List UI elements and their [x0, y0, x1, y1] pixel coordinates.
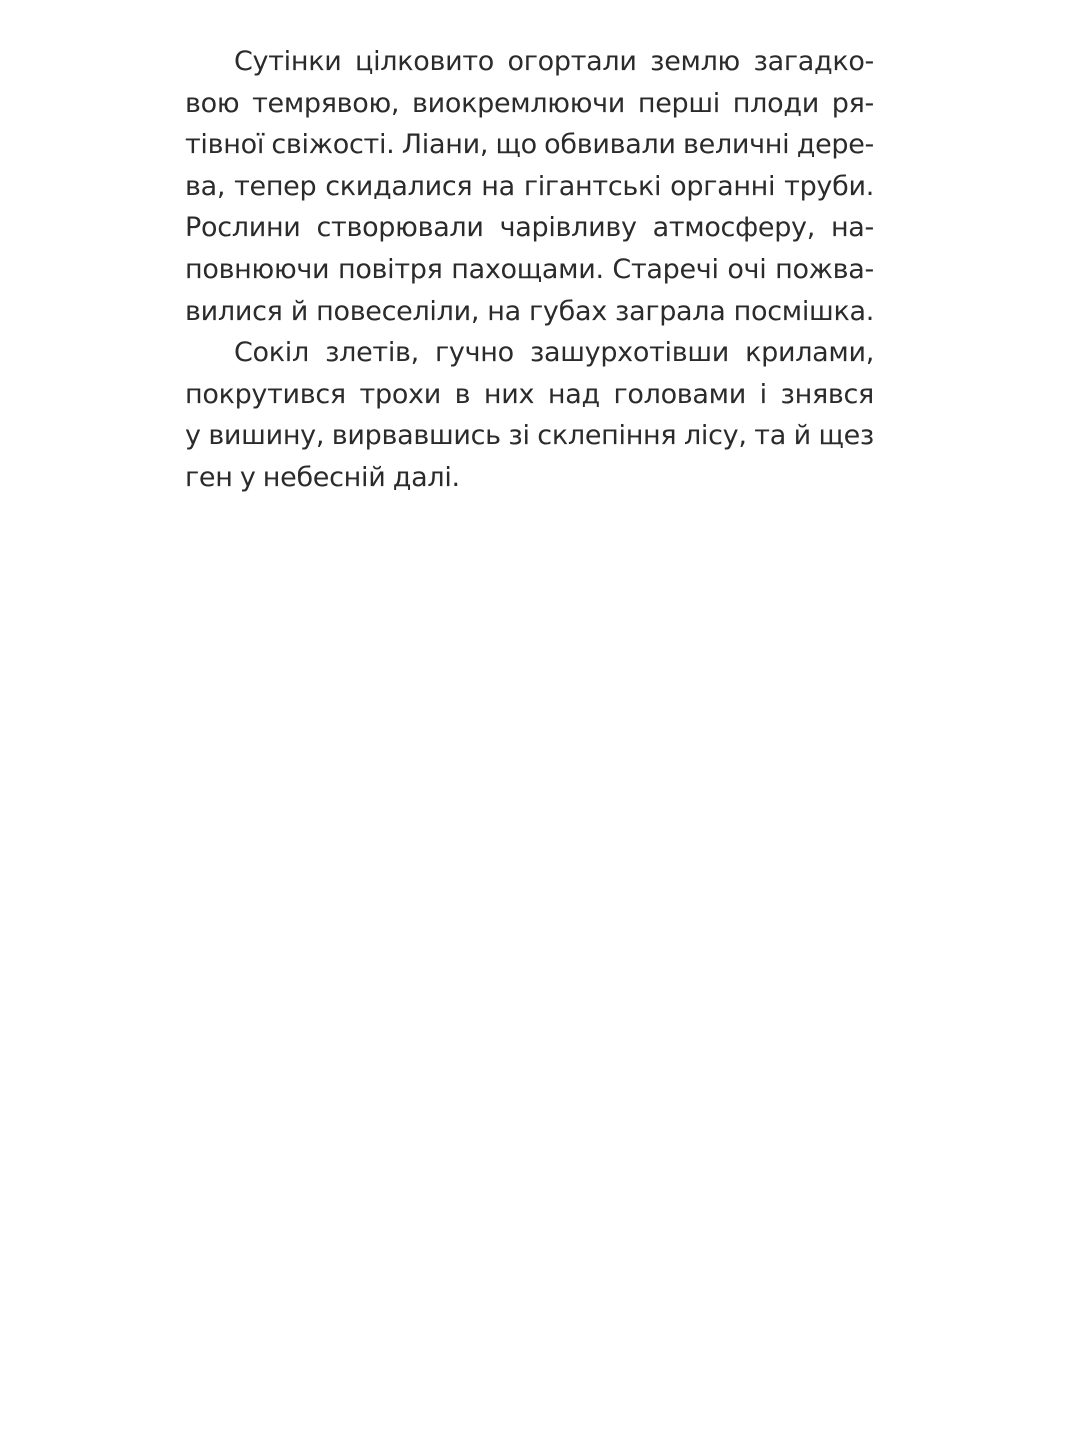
text-line: ген у небесній далі. — [185, 461, 460, 493]
text-line: вилися й повеселіли, на губах заграла посмішка. — [185, 295, 874, 327]
text-line: вою темрявою, виокремлюючи перші плоди ря- — [185, 87, 874, 119]
book-page — [185, 41, 874, 499]
text-line: Сокіл злетів, гучно зашурхотівши крилами, — [234, 337, 874, 369]
paragraph-1 — [185, 41, 874, 332]
text-line: покрутився трохи в них над головами і знявся — [185, 378, 874, 410]
text-line: Рослини створювали чарівливу атмосферу, на- — [185, 212, 874, 244]
text-line: Сутінки цілковито огортали землю загадко- — [234, 46, 874, 77]
text-line: у вишину, вирвавшись зі склепіння лісу, та й щез — [185, 420, 874, 452]
paragraph-2 — [185, 332, 874, 498]
text-line: тівної свіжості. Ліани, що обвивали величні дере- — [185, 129, 874, 161]
text-line: повнюючи повітря пахощами. Старечі очі пожва- — [185, 253, 874, 285]
text-line: ва, тепер скидалися на гігантські органні труби. — [185, 170, 874, 202]
